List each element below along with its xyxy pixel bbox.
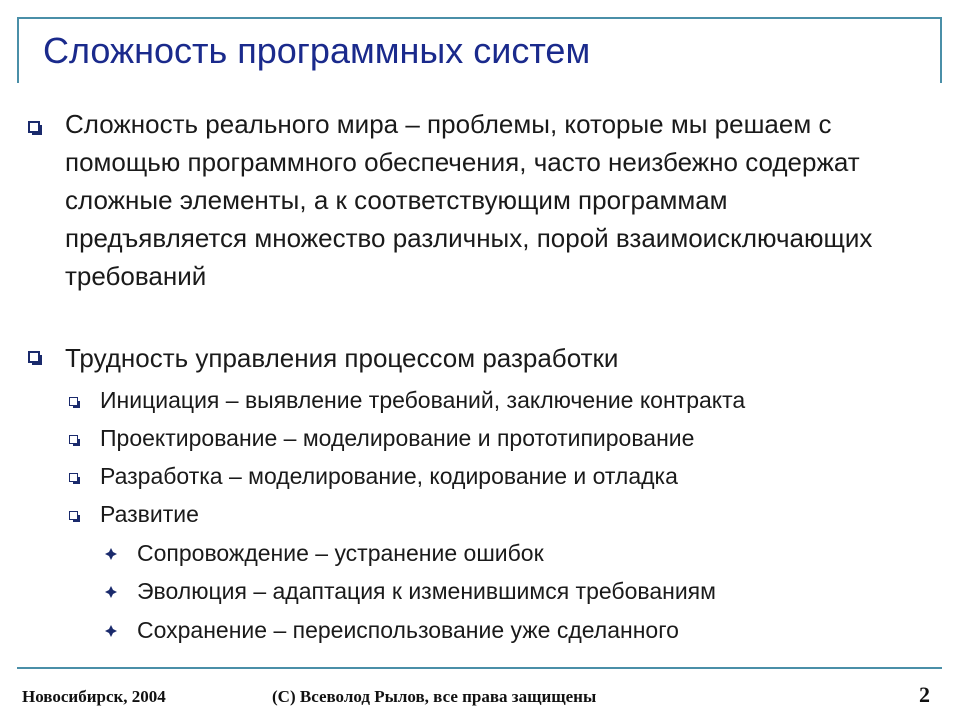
- square-bullet-icon: [69, 473, 78, 482]
- page-number: 2: [919, 682, 930, 707]
- sub-bullet-text: Развитие: [100, 501, 199, 527]
- diamond-bullet-icon: [105, 548, 117, 560]
- sub-sub-bullet-text: Сохранение – переиспользование уже сделанного: [137, 617, 679, 643]
- footer-copyright: (C) Всеволод Рылов, все права защищены: [272, 687, 597, 706]
- sub-bullet-text: Проектирование – моделирование и прототипирование: [100, 425, 695, 451]
- footer-rule: [17, 667, 942, 669]
- square-bullet-icon: [28, 351, 40, 363]
- sub-bullet-text: Разработка – моделирование, кодирование и отладка: [100, 463, 678, 489]
- bullet-text: Сложность реального мира – проблемы, которые мы решаем с помощью программного обеспечения, часто неизбежно содержат сложные элементы, а к соответствующим программам предъявляется множество различных, порой взаимоисключающих требований: [65, 109, 873, 291]
- footer-location: Новосибирск, 2004: [22, 687, 166, 706]
- sub-bullet-text: Инициация – выявление требований, заключение контракта: [100, 387, 746, 413]
- sub-sub-bullet-text: Эволюция – адаптация к изменившимся требованиям: [137, 578, 716, 604]
- bullet-text: Трудность управления процессом разработки: [65, 343, 619, 373]
- slide-title: Сложность программных систем: [43, 30, 591, 71]
- square-bullet-icon: [69, 511, 78, 520]
- sub-sub-bullet-text: Сопровождение – устранение ошибок: [137, 540, 544, 566]
- diamond-bullet-icon: [105, 586, 117, 598]
- diamond-bullet-icon: [105, 625, 117, 637]
- square-bullet-icon: [28, 121, 40, 133]
- square-bullet-icon: [69, 435, 78, 444]
- square-bullet-icon: [69, 397, 78, 406]
